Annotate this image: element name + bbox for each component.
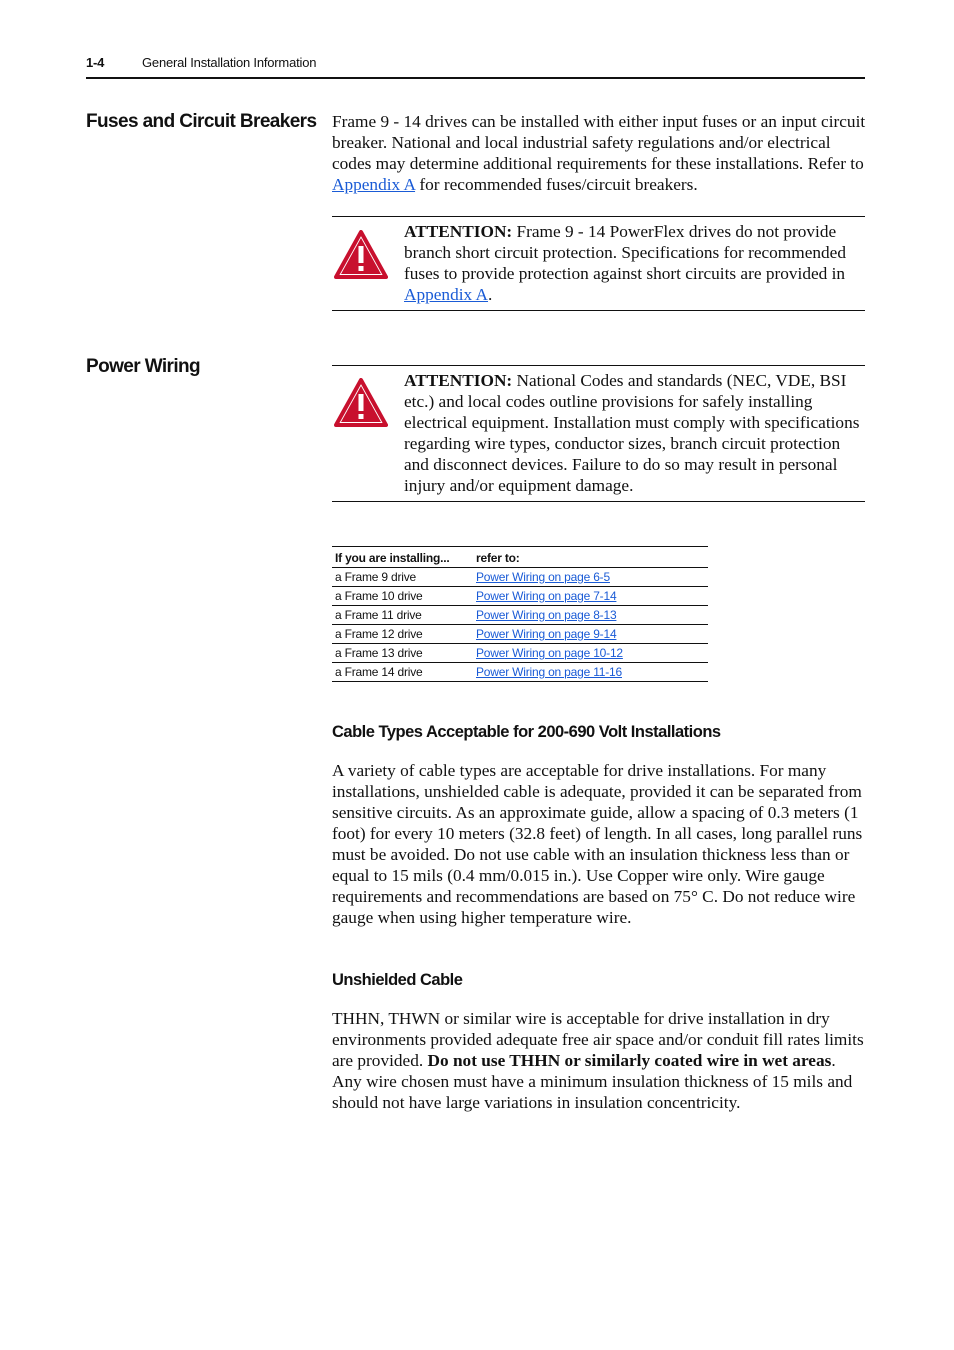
power-wiring-link[interactable]: Power Wiring on page 9-14 [476, 627, 617, 641]
attention-text-power [404, 370, 864, 496]
table-row [332, 663, 708, 682]
frame-cell: a Frame 13 drive [332, 644, 473, 663]
warning-triangle-icon [334, 230, 388, 280]
fuses-text-start: Frame 9 - 14 drives can be installed with either input fuses or an input circuit breaker. National and local industrial safety regulations and/or electrical codes may determine additional requirements for these installations. Refer to [332, 112, 866, 173]
fuses-heading: Fuses and Circuit Breakers [86, 111, 317, 132]
header-rule [86, 77, 865, 79]
cable-types-text: A variety of cable types are acceptable for drive installations. For many installations, unshielded cable is adequate, provided it can be separated from sensitive circuits. As an approximate guide, allow a spacing of 0.3 meters (1 foot) for every 10 meters (32.8 feet) of length. In all cases, long parallel runs must be avoided. Do not use cable with an insulation thickness less than or equal to 15 mils (0.4 mm/0.015 in.). Use Copper wire only. Wire gauge requirements and recommendations are based on 75° C. Do not reduce wire gauge when using higher temperature wire. [332, 761, 863, 927]
table-row [332, 587, 708, 606]
power-wiring-link[interactable]: Power Wiring on page 6-5 [476, 570, 610, 584]
attention-label: ATTENTION: [404, 222, 513, 241]
unshielded-warning-bold: Do not use THHN or similarly coated wire in wet areas [427, 1051, 832, 1070]
power-wiring-link[interactable]: Power Wiring on page 11-16 [476, 665, 622, 679]
frame-cell: a Frame 12 drive [332, 625, 473, 644]
attention-label: ATTENTION: [404, 371, 513, 390]
table-row [332, 625, 708, 644]
frame-cell: a Frame 14 drive [332, 663, 473, 682]
frame-reference-table [332, 546, 708, 682]
unshielded-paragraph [332, 1008, 867, 1113]
table-row [332, 606, 708, 625]
power-wiring-link[interactable]: Power Wiring on page 10-12 [476, 646, 623, 660]
table-row [332, 568, 708, 587]
attention-text-fuses [404, 221, 864, 305]
power-wiring-heading: Power Wiring [86, 356, 201, 377]
attention-body: Frame 9 - 14 PowerFlex drives do not provide branch short circuit protection. Specifications for recommended fuses to provide protection against short circuits are provided in [404, 222, 846, 283]
column-header: If you are installing... [332, 547, 473, 568]
appendix-a-link-2[interactable]: Appendix A [404, 285, 489, 304]
fuses-paragraph [332, 111, 867, 195]
cable-types-heading: Cable Types Acceptable for 200-690 Volt Installations [332, 723, 721, 741]
fuses-text-end: for recommended fuses/circuit breakers. [415, 175, 698, 194]
table-row [332, 644, 708, 663]
table-header-row [332, 547, 708, 568]
column-header: refer to: [473, 547, 708, 568]
running-header-title: General Installation Information [142, 55, 317, 70]
page-number: 1-4 [86, 55, 105, 70]
frame-cell: a Frame 9 drive [332, 568, 473, 587]
power-wiring-link[interactable]: Power Wiring on page 7-14 [476, 589, 617, 603]
unshielded-text-end: . Any wire chosen must have a minimum insulation thickness of 15 mils and should not have large variations in insulation concentricity. [332, 1051, 853, 1112]
appendix-a-link[interactable]: Appendix A [332, 175, 416, 194]
attention-end: . [488, 285, 493, 304]
frame-cell: a Frame 10 drive [332, 587, 473, 606]
attention-body: National Codes and standards (NEC, VDE, BSI etc.) and local codes outline provisions for safely installing electrical equipment. Installation must comply with specifications regarding wire types, conductor sizes, branch circuit protection and disconnect devices. Failure to do so may result in personal injury and/or equipment damage. [404, 371, 860, 495]
unshielded-text-start: THHN, THWN or similar wire is acceptable for drive installation in dry environments provided adequate free air space and/or conduit fill rates limits are provided. [332, 1009, 864, 1070]
attention-box-fuses [332, 216, 865, 311]
frame-cell: a Frame 11 drive [332, 606, 473, 625]
power-wiring-link[interactable]: Power Wiring on page 8-13 [476, 608, 617, 622]
cable-types-paragraph [332, 760, 867, 928]
warning-triangle-icon [334, 378, 388, 428]
attention-box-power [332, 365, 865, 502]
unshielded-heading: Unshielded Cable [332, 971, 463, 989]
